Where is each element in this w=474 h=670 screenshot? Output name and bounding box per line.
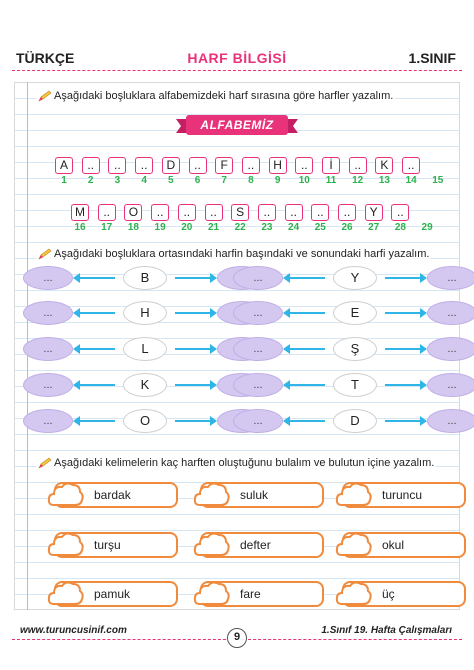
letter-box[interactable]: F	[215, 157, 233, 174]
right-blank-before-1[interactable]: ...	[233, 301, 283, 325]
letter-number: 23	[261, 222, 273, 233]
right-arrow-icon	[385, 277, 421, 279]
left-arrow-icon	[79, 312, 115, 314]
letter-number: 14	[405, 175, 417, 186]
letter-number: 6	[194, 175, 201, 186]
right-blank-after-2[interactable]: ...	[427, 337, 474, 361]
letter-number: 9	[274, 175, 281, 186]
letter-number: 19	[154, 222, 166, 233]
right-arrow-icon	[385, 384, 421, 386]
letter-box[interactable]: ..	[338, 204, 356, 221]
letter-number: 20	[181, 222, 193, 233]
left-arrow-icon	[289, 277, 325, 279]
left-middle-letter-3: K	[123, 373, 167, 397]
letter-box[interactable]: M	[71, 204, 89, 221]
letter-number: 27	[368, 222, 380, 233]
section2-instruction-text: Aşağıdaki boşluklara ortasındaki harfin başındaki ve sonundaki harfi yazalım.	[54, 248, 430, 260]
letter-box[interactable]: ..	[391, 204, 409, 221]
cloud-icon[interactable]	[192, 479, 230, 511]
right-blank-before-3[interactable]: ...	[233, 373, 283, 397]
letter-box[interactable]: ..	[242, 157, 260, 174]
letter-box[interactable]: ..	[98, 204, 116, 221]
word-box: bardak	[54, 482, 178, 508]
letter-box[interactable]: ..	[135, 157, 153, 174]
left-arrow-icon	[289, 312, 325, 314]
cloud-icon[interactable]	[334, 578, 372, 610]
letter-number: 3	[114, 175, 121, 186]
right-middle-letter-0: Y	[333, 266, 377, 290]
right-middle-letter-4: D	[333, 409, 377, 433]
left-arrow-icon	[289, 348, 325, 350]
letter-number: 1	[61, 175, 67, 186]
right-blank-after-4[interactable]: ...	[427, 409, 474, 433]
right-blank-after-3[interactable]: ...	[427, 373, 474, 397]
letter-number: 17	[101, 222, 113, 233]
left-middle-letter-0: B	[123, 266, 167, 290]
right-arrow-icon	[385, 312, 421, 314]
letter-number: 22	[234, 222, 246, 233]
page-number: 9	[227, 628, 247, 648]
pencil-icon	[38, 90, 52, 102]
word-box: turşu	[54, 532, 178, 558]
cloud-icon[interactable]	[192, 578, 230, 610]
section1-instruction	[36, 89, 395, 103]
letter-box[interactable]: ..	[108, 157, 126, 174]
right-arrow-icon	[175, 384, 211, 386]
word-box: turuncu	[342, 482, 466, 508]
right-blank-after-0[interactable]: ...	[427, 266, 474, 290]
letter-box[interactable]: Y	[365, 204, 383, 221]
cloud-icon[interactable]	[192, 529, 230, 561]
letter-number: 4	[141, 175, 147, 186]
right-arrow-icon	[385, 348, 421, 350]
cloud-icon[interactable]	[46, 479, 84, 511]
right-middle-letter-2: Ş	[333, 337, 377, 361]
cloud-icon[interactable]	[334, 479, 372, 511]
letter-box[interactable]: ..	[311, 204, 329, 221]
left-arrow-icon	[289, 384, 325, 386]
page-title: HARF BİLGİSİ	[187, 50, 287, 66]
letter-box[interactable]: O	[124, 204, 142, 221]
footer-website: www.turuncusinif.com	[20, 625, 127, 636]
right-middle-letter-1: E	[333, 301, 377, 325]
letter-number: 8	[248, 175, 254, 186]
footer-week-label: 1.Sınıf 19. Hafta Çalışmaları	[321, 625, 452, 636]
left-middle-letter-4: O	[123, 409, 167, 433]
pencil-icon	[38, 248, 52, 260]
grade-label: 1.SINIF	[408, 50, 456, 66]
letter-number: 25	[314, 222, 326, 233]
letter-box[interactable]: K	[375, 157, 393, 174]
left-arrow-icon	[79, 277, 115, 279]
left-arrow-icon	[289, 420, 325, 422]
letter-box[interactable]: S	[231, 204, 249, 221]
pencil-icon	[38, 457, 52, 469]
letter-box[interactable]: ..	[205, 204, 223, 221]
letter-box[interactable]: ..	[402, 157, 420, 174]
header-divider	[12, 70, 462, 71]
letter-number: 7	[221, 175, 227, 186]
letter-box[interactable]: D	[162, 157, 180, 174]
left-arrow-icon	[79, 420, 115, 422]
letter-number: 11	[325, 175, 337, 186]
section2-instruction	[36, 247, 431, 261]
letter-number: 16	[74, 222, 86, 233]
letter-number: 12	[352, 175, 364, 186]
left-blank-before-1[interactable]: ...	[23, 301, 73, 325]
left-blank-before-2[interactable]: ...	[23, 337, 73, 361]
subject-title: TÜRKÇE	[16, 50, 75, 66]
section3-instruction	[36, 456, 436, 470]
word-box: pamuk	[54, 581, 178, 607]
letter-box[interactable]: A	[55, 157, 73, 174]
left-blank-before-0[interactable]: ...	[23, 266, 73, 290]
letter-number: 24	[288, 222, 300, 233]
word-box: defter	[200, 532, 324, 558]
left-middle-letter-1: H	[123, 301, 167, 325]
letter-box[interactable]: ..	[258, 204, 276, 221]
letter-box[interactable]: ..	[295, 157, 313, 174]
cloud-icon[interactable]	[334, 529, 372, 561]
right-blank-after-1[interactable]: ...	[427, 301, 474, 325]
left-blank-before-3[interactable]: ...	[23, 373, 73, 397]
letter-box[interactable]: H	[269, 157, 287, 174]
alphabet-banner-text: ALFABEMİZ	[200, 118, 274, 132]
word-box: fare	[200, 581, 324, 607]
letter-number: 13	[378, 175, 390, 186]
letter-number: 18	[127, 222, 139, 233]
right-arrow-icon	[385, 420, 421, 422]
letter-box[interactable]: ..	[178, 204, 196, 221]
right-arrow-icon	[175, 277, 211, 279]
letter-box[interactable]: ..	[82, 157, 100, 174]
cloud-icon[interactable]	[46, 578, 84, 610]
left-middle-letter-2: L	[123, 337, 167, 361]
cloud-icon[interactable]	[46, 529, 84, 561]
right-blank-before-0[interactable]: ...	[233, 266, 283, 290]
right-arrow-icon	[175, 312, 211, 314]
letter-number: 5	[168, 175, 174, 186]
word-box: suluk	[200, 482, 324, 508]
right-blank-before-2[interactable]: ...	[233, 337, 283, 361]
section3-instruction-text: Aşağıdaki kelimelerin kaç harften oluştuğunu bulalım ve bulutun içine yazalım.	[54, 457, 435, 469]
right-middle-letter-3: T	[333, 373, 377, 397]
right-arrow-icon	[175, 348, 211, 350]
letter-box[interactable]: ..	[189, 157, 207, 174]
left-arrow-icon	[79, 384, 115, 386]
left-blank-before-4[interactable]: ...	[23, 409, 73, 433]
letter-box[interactable]: İ	[322, 157, 340, 174]
letter-box[interactable]: ..	[151, 204, 169, 221]
right-arrow-icon	[175, 420, 211, 422]
letter-number: 10	[298, 175, 310, 186]
letter-number: 29	[421, 222, 433, 233]
letter-box[interactable]: ..	[349, 157, 367, 174]
letter-number: 28	[394, 222, 406, 233]
word-box: okul	[342, 532, 466, 558]
letter-number: 21	[207, 222, 220, 233]
letter-number: 2	[87, 175, 94, 186]
right-blank-before-4[interactable]: ...	[233, 409, 283, 433]
letter-number: 15	[432, 175, 444, 186]
letter-number: 26	[341, 222, 353, 233]
left-arrow-icon	[79, 348, 115, 350]
letter-box[interactable]: ..	[285, 204, 303, 221]
word-box: üç	[342, 581, 466, 607]
section1-instruction-text: Aşağıdaki boşluklara alfabemizdeki harf sırasına göre harfler yazalım.	[54, 90, 394, 102]
